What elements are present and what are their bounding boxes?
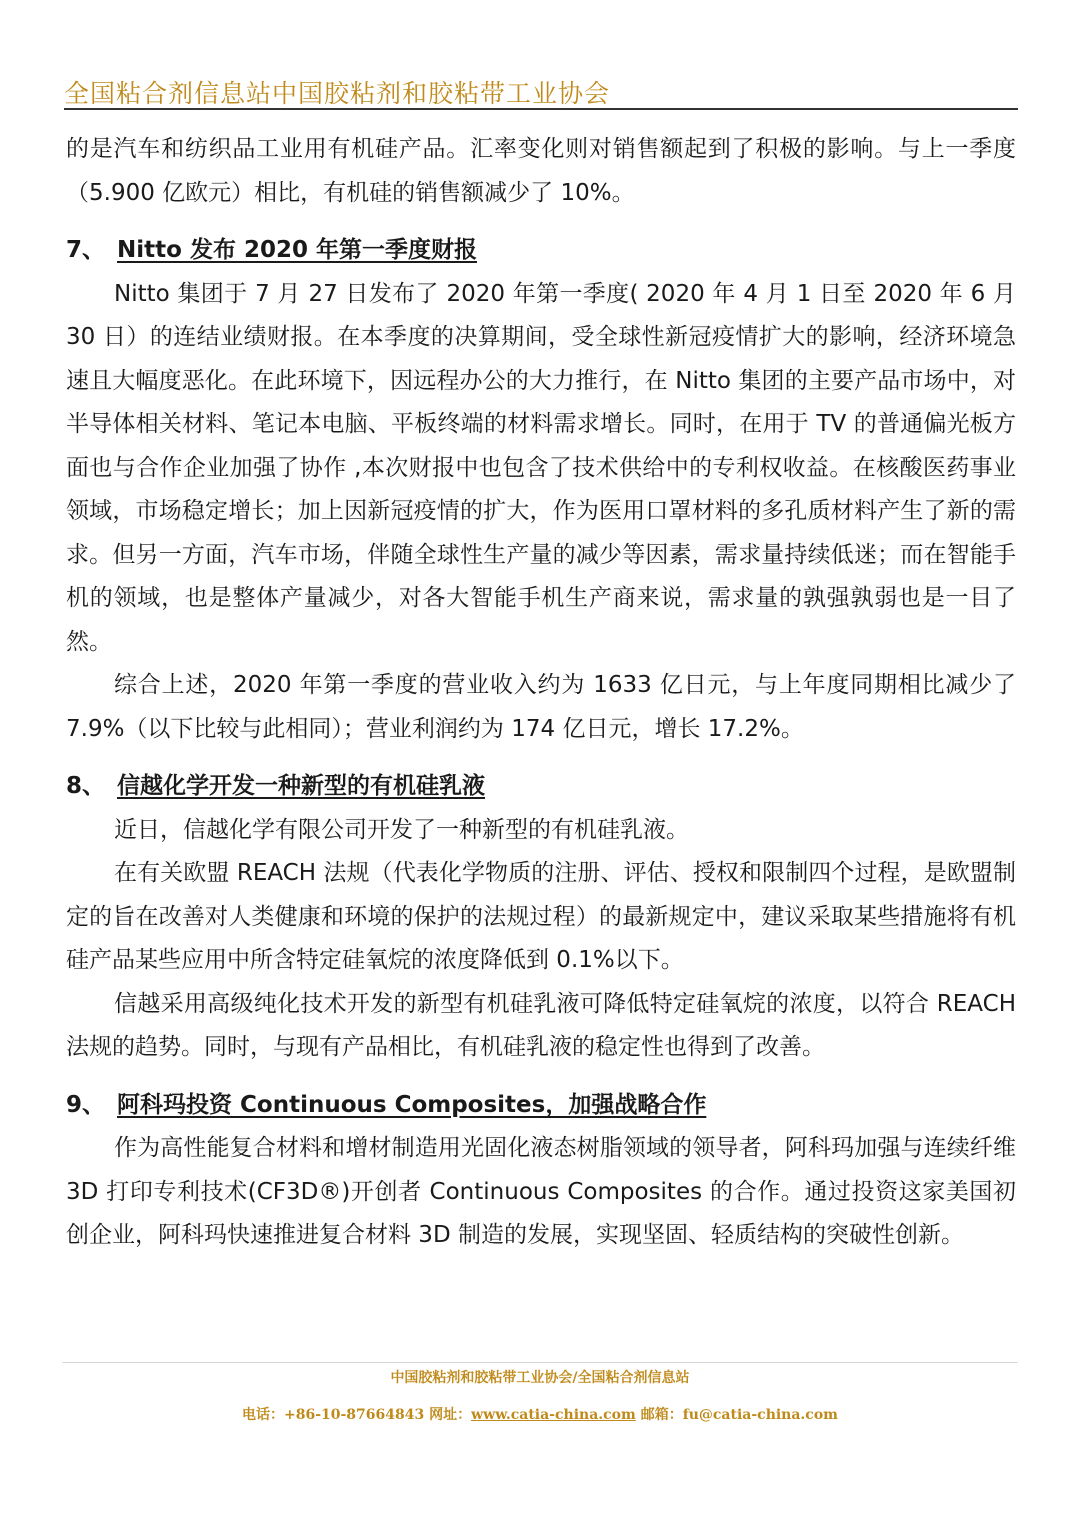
paragraph: 近日，信越化学有限公司开发了一种新型的有机硅乳液。	[114, 816, 689, 843]
paragraph: 综合上述，2020 年第一季度的营业收入约为 1633 亿日元，与上年度同期相比减少了 7.9%（以下比较与此相同）；营业利润约为 174 亿日元，增长 17.2%。	[66, 672, 1016, 742]
section-title: 信越化学开发一种新型的有机硅乳液	[117, 773, 486, 799]
section-number: 9、	[66, 1091, 106, 1118]
section-title: 阿科玛投资 Continuous Composites，加强战略合作	[117, 1091, 707, 1118]
footer-contact	[0, 1404, 1080, 1424]
paragraph: 作为高性能复合材料和增材制造用光固化液态树脂领域的领导者，阿科玛加强与连续纤维 3D 打印专利技术(CF3D®)开创者 Continuous Composites 的合作。通过投资这家美国初创企业，阿科玛快速推进复合材料 3D 制造的发展，实现坚固、轻质结构的突破性创新。	[66, 1135, 1016, 1248]
footer-divider	[62, 1362, 1018, 1363]
footer-organization: 中国胶粘剂和胶粘带工业协会/全国粘合剂信息站	[390, 1370, 690, 1386]
section-heading-8	[66, 765, 1016, 809]
footer-email: 邮箱：fu@catia-china.com	[635, 1407, 838, 1423]
footer-website-link[interactable]: www.catia-china.com	[471, 1407, 636, 1423]
intro-paragraph: 的是汽车和纺织品工业用有机硅产品。汇率变化则对销售额起到了积极的影响。与上一季度（5.900 亿欧元）相比，有机硅的销售额减少了 10%。	[66, 136, 1016, 206]
section-heading-7	[66, 229, 1016, 273]
header-divider	[64, 108, 1018, 110]
paragraph: 信越采用高级纯化技术开发的新型有机硅乳液可降低特定硅氧烷的浓度，以符合 REACH 法规的趋势。同时，与现有产品相比，有机硅乳液的稳定性也得到了改善。	[66, 990, 1016, 1060]
article-body	[66, 128, 1016, 1258]
section-number: 7、	[66, 237, 106, 263]
section-heading-9	[66, 1084, 1016, 1128]
paragraph: Nitto 集团于 7 月 27 日发布了 2020 年第一季度( 2020 年 4 月 1 日至 2020 年 6 月 30 日）的连结业绩财报。在本季度的决算期间，受全球性新冠疫情扩大的影响，经济环境急速且大幅度恶化。在此环境下，因远程办公的大力推行，在 Nitto 集团的主要产品市场中，对半导体相关材料、笔记本电脑、平板终端的材料需求增长。同时，在用于 TV 的普通偏光板方面也与合作企业加强了协作 ,本次财报中也包含了技术供给中的专利权收益。在核酸医药事业领域，市场稳定增长；加上因新冠疫情的扩大，作为医用口罩材料的多孔质材料产生了新的需求。但另一方面，汽车市场，伴随全球性生产量的减少等因素，需求量持续低迷；而在智能手机的领域，也是整体产量减少，对各大智能手机生产商来说，需求量的孰强孰弱也是一目了然。	[66, 280, 1016, 655]
footer-phone: 电话：+86-10-87664843 网址：	[241, 1407, 472, 1423]
page-header: 全国粘合剂信息站中国胶粘剂和胶粘带工业协会	[64, 79, 611, 108]
section-number: 8、	[66, 773, 106, 799]
paragraph: 在有关欧盟 REACH 法规（代表化学物质的注册、评估、授权和限制四个过程，是欧盟制定的旨在改善对人类健康和环境的保护的法规过程）的最新规定中，建议采取某些措施将有机硅产品某些应用中所含特定硅氧烷的浓度降低到 0.1%以下。	[66, 860, 1016, 973]
section-title: Nitto 发布 2020 年第一季度财报	[117, 237, 477, 263]
